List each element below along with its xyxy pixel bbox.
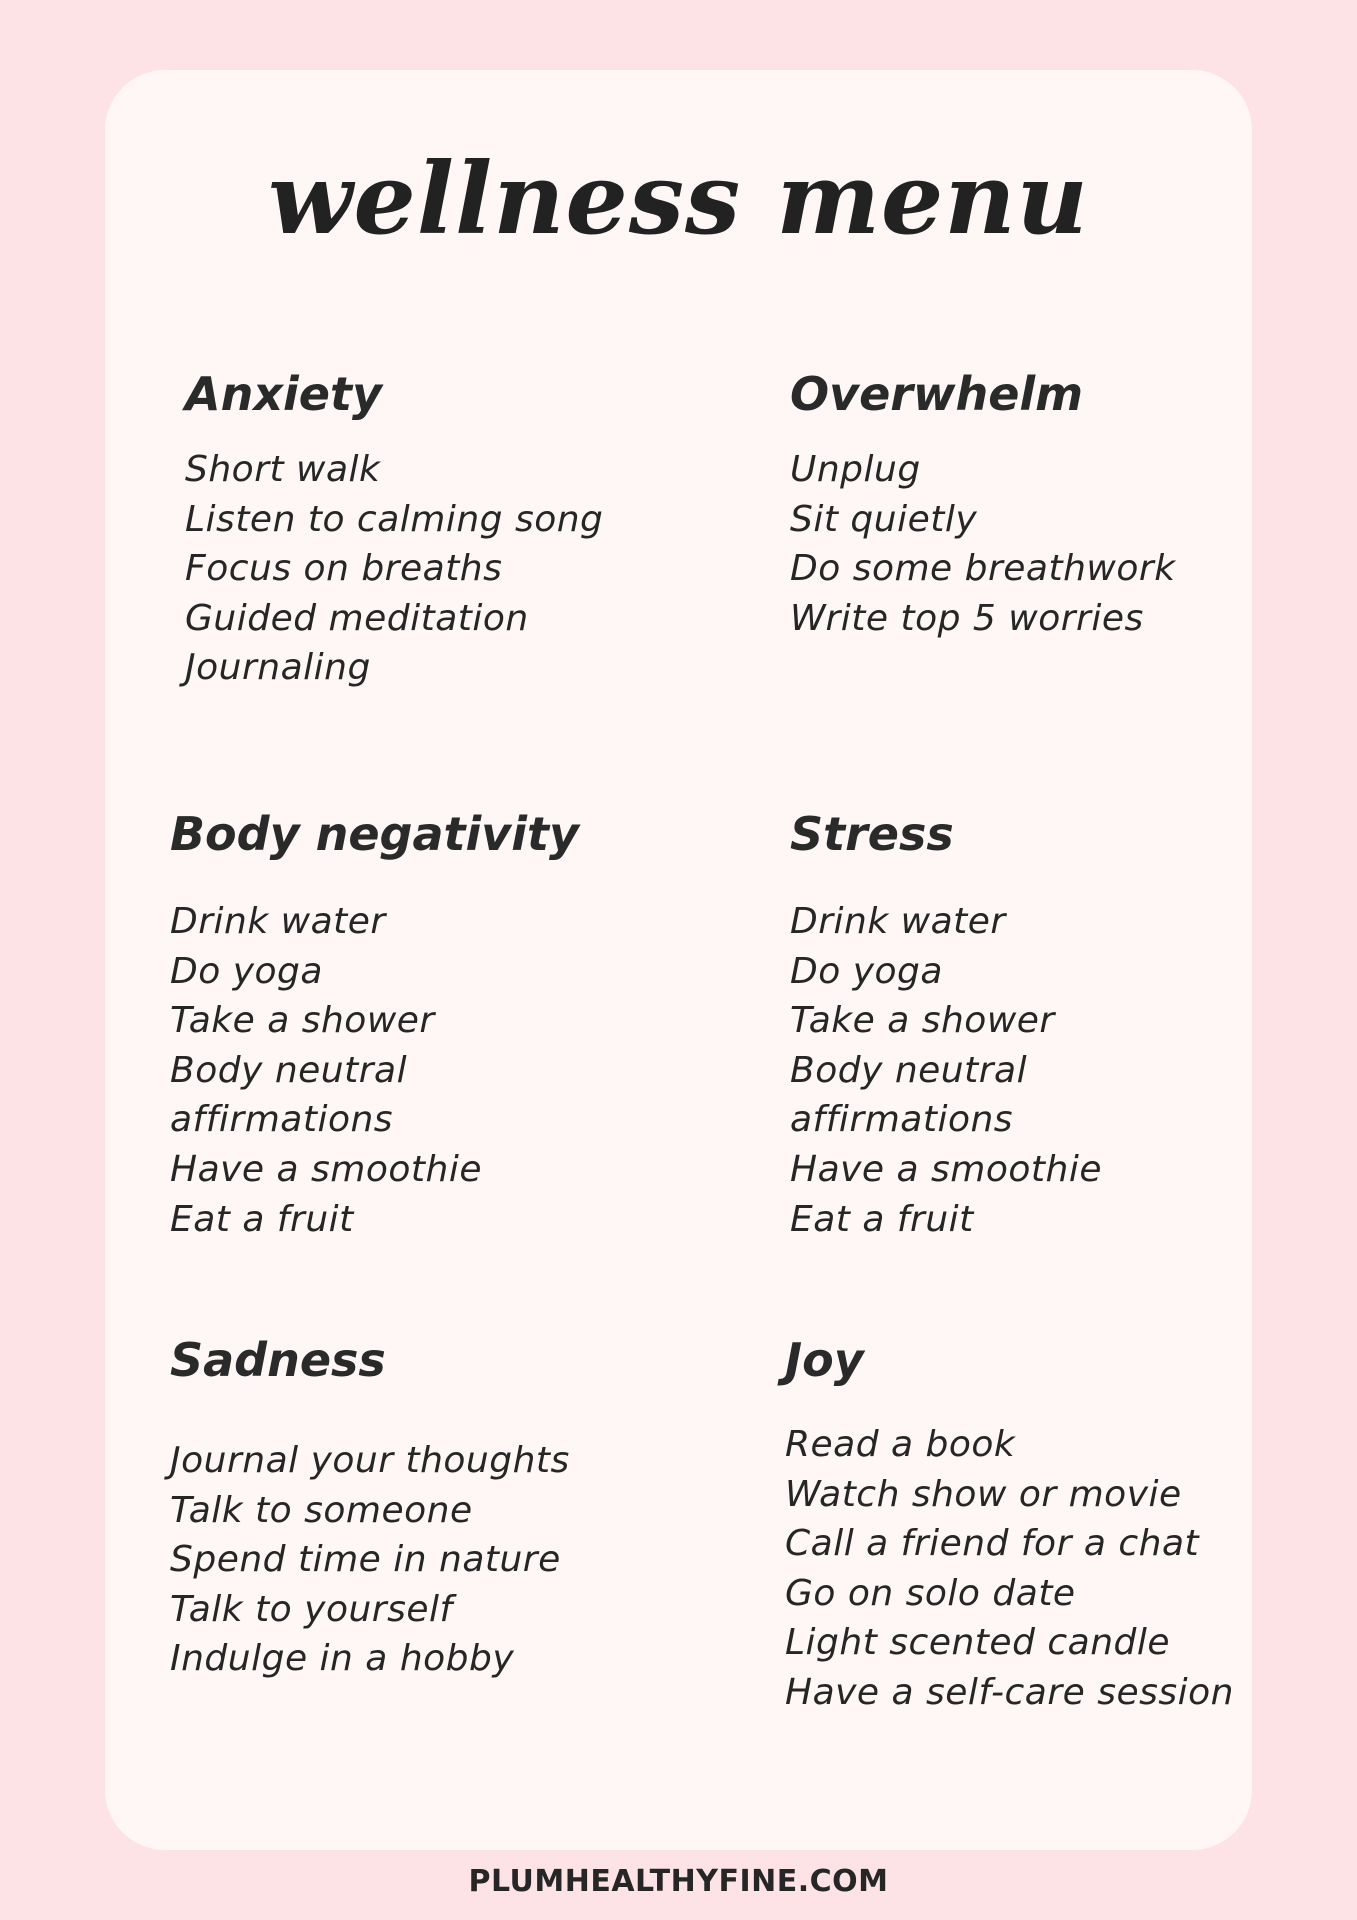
section-sadness [170,1330,690,1684]
list-item: Write top 5 worries [790,597,1144,639]
list-item: Have a smoothie [790,1148,1102,1190]
list-item: Journaling [185,647,371,689]
item-list [170,897,690,1244]
list-item: Talk to yourself [170,1588,453,1630]
list-item: Listen to calming song [185,498,604,540]
list-item: Body neutral [170,1049,408,1091]
list-item: Body neutral [790,1049,1028,1091]
item-list [790,445,1310,643]
list-item: Take a shower [170,1000,435,1042]
section-stress [790,804,1310,1244]
item-list [185,445,705,693]
item-list [785,1420,1305,1718]
list-item: Do some breathwork [790,548,1176,590]
list-item: Read a book [785,1424,1016,1465]
section-heading: Anxiety [185,367,382,421]
list-item: Drink water [170,901,386,942]
list-item: Indulge in a hobby [170,1638,515,1680]
section-overwhelm [790,364,1310,643]
list-item: Have a self-care session [785,1671,1234,1713]
list-item: Guided meditation [185,597,529,639]
list-item: Go on solo date [785,1572,1076,1614]
list-item: Focus on breaths [185,548,503,590]
list-item: Eat a fruit [170,1198,354,1240]
list-item: Sit quietly [790,498,978,540]
list-item: Watch show or movie [785,1473,1182,1515]
section-body-negativity [170,804,690,1244]
list-item: affirmations [170,1099,394,1141]
list-item: Have a smoothie [170,1148,482,1190]
list-item: Spend time in nature [170,1539,561,1581]
item-list [170,1436,690,1684]
section-heading: Sadness [170,1333,386,1387]
page-title: wellness menu [268,142,1089,257]
list-item: Unplug [790,449,921,490]
list-item: Light scented candle [785,1622,1171,1664]
list-item: Do yoga [790,950,943,992]
list-item: Eat a fruit [790,1198,974,1240]
list-item: Do yoga [170,950,323,992]
section-anxiety [185,364,705,693]
list-item: Talk to someone [170,1489,473,1531]
list-item: Journal your thoughts [170,1440,570,1481]
section-heading: Body negativity [170,807,579,861]
list-item: Short walk [185,449,381,490]
section-heading: Stress [790,807,954,861]
section-heading: Overwhelm [790,367,1084,421]
section-heading: Joy [785,1333,864,1387]
list-item: affirmations [790,1099,1014,1141]
list-item: Call a friend for a chat [785,1523,1200,1565]
item-list [790,897,1310,1244]
footer-website: PLUMHEALTHYFINE.COM [468,1864,889,1899]
section-joy [785,1330,1305,1718]
list-item: Drink water [790,901,1006,942]
list-item: Take a shower [790,1000,1055,1042]
